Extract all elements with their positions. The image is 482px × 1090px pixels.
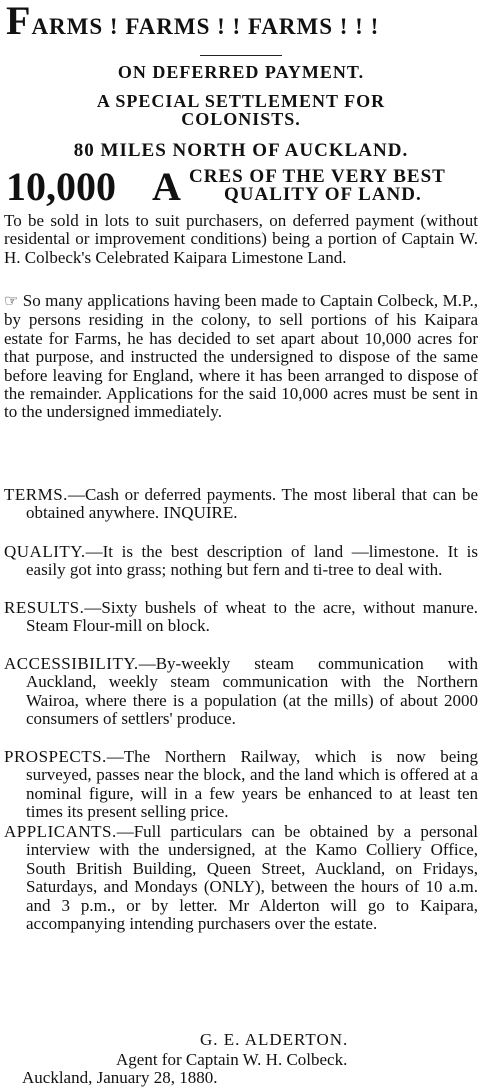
acres-line-2: QUALITY OF LAND. <box>224 184 422 205</box>
headline-text: ARMS ! FARMS ! ! FARMS ! ! ! <box>31 14 380 39</box>
divider-rule <box>200 55 282 56</box>
acres-banner <box>6 165 482 209</box>
acres-number: 10,000 <box>6 164 116 209</box>
headline <box>6 0 482 43</box>
section-accessibility <box>4 655 478 729</box>
section-prospects <box>4 748 478 822</box>
intro-paragraph: To be sold in lots to suit purchasers, on deferred payment (without residental or improvement conditions) being a portion of Captain W. H. Colbeck's Celebrated Kaipara Limestone Land. <box>4 211 478 267</box>
signature-name: G. E. ALDERTON. <box>200 1030 349 1049</box>
acres-line-1: CRES OF THE VERY BEST <box>189 166 446 187</box>
headline-initial: F <box>6 0 32 43</box>
section-heading: RESULTS. <box>4 598 85 617</box>
section-heading: APPLICANTS. <box>4 822 117 841</box>
section-text: —Cash or deferred payments. The most liberal that can be obtained anywhere. INQUIRE. <box>26 485 478 523</box>
section-terms <box>4 486 478 523</box>
notice-paragraph <box>4 292 478 422</box>
acres-initial: A <box>152 164 181 209</box>
subhead-location: 80 MILES NORTH OF AUCKLAND. <box>73 140 409 161</box>
section-text: —It is the best description of land —limestone. It is easily got into grass; nothing but fern and ti-tree to deal with. <box>26 542 478 580</box>
section-text: —Sixty bushels of wheat to the acre, without manure. Steam Flour-mill on block. <box>26 598 478 636</box>
section-heading: TERMS. <box>4 485 68 504</box>
subhead-deferred: ON DEFERRED PAYMENT. <box>117 62 365 82</box>
subhead-settlement: A SPECIAL SETTLEMENT FOR COLONISTS. <box>96 91 386 129</box>
section-heading: ACCESSIBILITY. <box>4 654 139 673</box>
section-heading: QUALITY. <box>4 542 86 561</box>
section-text: —Full particulars can be obtained by a personal interview with the undersigned, at the Kamo Colliery Office, South British Building, Queen Street, Auckland, on Fridays, Saturdays, and Mondays (ONLY), between the hours of 10 a.m. and 3 p.m., or by letter. Mr Alderton will go to Kaipara, accompanying intending purchasers over the estate. <box>26 822 478 934</box>
section-heading: PROSPECTS. <box>4 747 107 766</box>
signature-place-date: Auckland, January 28, 1880. <box>22 1068 218 1087</box>
section-applicants <box>4 823 478 933</box>
section-quality <box>4 543 478 580</box>
notice-text: So many applications having been made to Captain Colbeck, M.P., by persons residing in the colony, to sell portions of his Kaipara estate for Farms, he has decided to set apart about 10,000 acres for that purpose, and instructed the undersigned to dispose of the same before leaving for England, where it has been arranged to dispose of the remainder. Applications for the said 10,000 acres must be sent in to the undersigned immediately. <box>4 291 478 422</box>
section-text: —By-weekly steam communication with Auckland, weekly steam communication with the Northern Wairoa, where there is a population (at the mills) of about 2000 consumers of settlers' produce. <box>26 654 478 729</box>
pointing-hand-icon: ☞ <box>4 293 19 310</box>
section-text: —The Northern Railway, which is now being surveyed, passes near the block, and the land which is offered at a nominal figure, will in a few years be enhanced to at least ten times its present selling price. <box>26 747 478 822</box>
signature-title: Agent for Captain W. H. Colbeck. <box>116 1050 348 1069</box>
section-results <box>4 599 478 636</box>
